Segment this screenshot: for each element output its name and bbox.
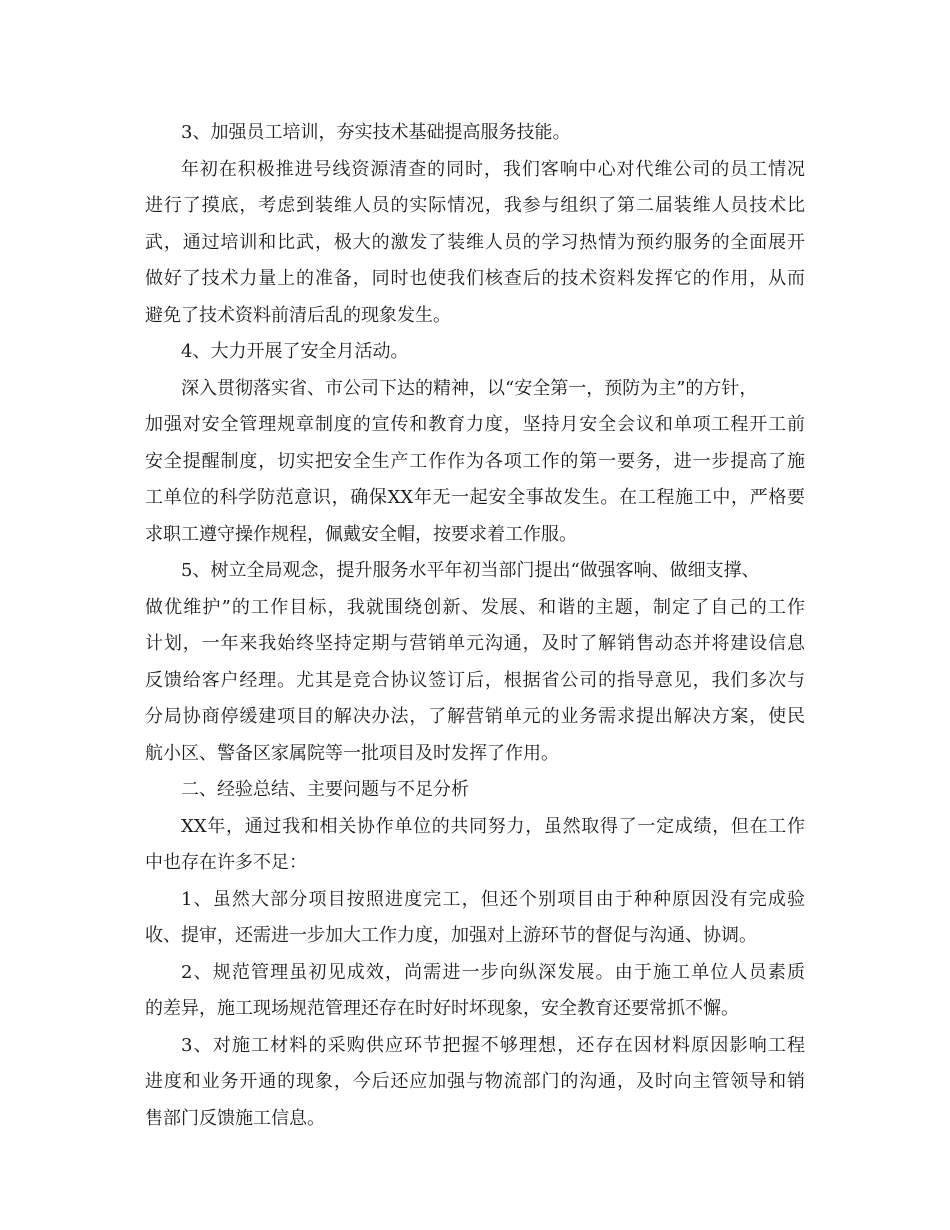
text-line: 工单位的科学防范意识，确保XX年无一起安全事故发生。在工程施工中，严格要 bbox=[145, 487, 805, 508]
text-line: 求职工遵守操作规程，佩戴安全帽，按要求着工作服。 bbox=[145, 523, 577, 545]
text-line: 分局协商停缓建项目的解决办法，了解营销单元的业务需求提出解决方案，使民 bbox=[145, 706, 805, 727]
text-line: 深入贯彻落实省、市公司下达的精神，以“安全第一，预防为主”的方针， bbox=[181, 377, 758, 399]
text-line: 3、加强员工培训，夯实技术基础提高服务技能。 bbox=[181, 122, 571, 143]
text-line: 反馈给客户经理。尤其是竞合协议签订后，根据省公司的指导意见，我们多次与 bbox=[145, 669, 805, 691]
text-line: 加强对安全管理规章制度的宣传和教育力度，坚持月安全会议和单项工程开工前 bbox=[145, 414, 805, 435]
text-line: 二、经验总结、主要问题与不足分析 bbox=[181, 779, 469, 800]
text-line: 3、对施工材料的采购供应环节把握不够理想，还存在因材料原因影响工程 bbox=[181, 1034, 805, 1056]
text-line: 计划，一年来我始终坚持定期与营销单元沟通，及时了解销售动态并将建设信息 bbox=[145, 633, 805, 654]
text-line: 安全提醒制度，切实把安全生产工作作为各项工作的第一要务，进一步提高了施 bbox=[145, 450, 805, 472]
text-line: 进行了摸底，考虑到装维人员的实际情况，我参与组织了第二届装维人员技术比 bbox=[145, 195, 805, 216]
text-line: 售部门反馈施工信息。 bbox=[145, 1107, 325, 1129]
text-line: 做好了技术力量上的准备，同时也使我们核查后的技术资料发挥它的作用，从而 bbox=[145, 268, 805, 289]
text-line: 1、虽然大部分项目按照进度完工，但还个别项目由于种种原因没有完成验 bbox=[181, 888, 805, 910]
text-line: 4、大力开展了安全月活动。 bbox=[181, 341, 409, 362]
text-line: 的差异，施工现场规范管理还存在时好时坏现象，安全教育还要常抓不懈。 bbox=[145, 998, 739, 1019]
text-line: XX年，通过我和相关协作单位的共同努力，虽然取得了一定成绩，但在工作 bbox=[181, 815, 805, 837]
text-line: 中也存在许多不足： bbox=[145, 852, 307, 873]
document-body bbox=[145, 115, 805, 1137]
text-line: 做优维护”的工作目标，我就围绕创新、发展、和谐的主题，制定了自己的工作 bbox=[145, 596, 805, 618]
text-line: 年初在积极推进号线资源清查的同时，我们客响中心对代维公司的员工情况 bbox=[181, 158, 805, 180]
text-line: 2、规范管理虽初见成效，尚需进一步向纵深发展。由于施工单位人员素质 bbox=[181, 961, 805, 983]
text-line: 5、树立全局观念，提升服务水平年初当部门提出“做强客响、做细支撑、 bbox=[181, 560, 760, 581]
text-line: 避免了技术资料前清后乱的现象发生。 bbox=[145, 304, 451, 326]
text-line: 航小区、警备区家属院等一批项目及时发挥了作用。 bbox=[145, 742, 559, 764]
text-line: 进度和业务开通的现象，今后还应加强与物流部门的沟通，及时向主管领导和销 bbox=[145, 1071, 805, 1092]
text-line: 武，通过培训和比武，极大的激发了装维人员的学习热情为预约服务的全面展开 bbox=[145, 231, 805, 253]
text-line: 收、提审，还需进一步加大工作力度，加强对上游环节的督促与沟通、协调。 bbox=[145, 925, 757, 946]
